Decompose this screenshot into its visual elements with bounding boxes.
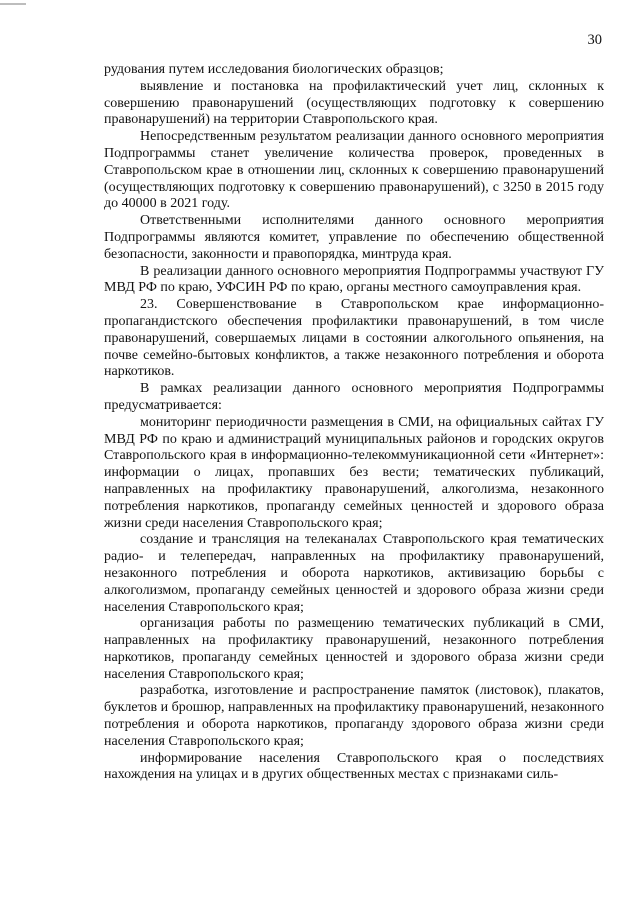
paragraph-tv-broadcasts: создание и трансляция на телеканалах Ставропольского края тематических радио- и телепередач, направленных на профилактику правонарушений, незаконного потребления и оборота наркотиков, активизацию борьбы с алкоголизмом, пропаганду семейных ценностей и здорового образа жизни среди населения Ставропольского края; <box>104 532 604 615</box>
paragraph-registration: выявление и постановка на профилактический учет лиц, склонных к совершению правонарушений (осуществляющих подготовку к совершению правонарушений) на территории Ставропольского края. <box>104 78 604 128</box>
paragraph-participants: В реализации данного основного мероприятия Подпрограммы участвуют ГУ МВД РФ по краю, УФСИН РФ по краю, органы местного самоуправления края. <box>104 263 604 296</box>
paragraph-leaflets: разработка, изготовление и распространение памяток (листовок), плакатов, буклетов и брошюр, направленных на профилактику правонарушений, незаконного потребления и оборота наркотиков, пропаганду здорового образа жизни среди населения Ставропольского края; <box>104 683 604 749</box>
document-body <box>104 62 604 784</box>
paragraph-item-23: 23. Совершенствование в Ставропольском крае информационно-пропагандистского обеспечения профилактики правонарушений, в том числе правонарушений, совершаемых лицами в состоянии алкогольного опьянения, на почве семейно-бытовых конфликтов, а также незаконного потребления и оборота наркотиков. <box>104 297 604 380</box>
paragraph-responsible-executors: Ответственными исполнителями данного основного мероприятия Подпрограммы являются комитет, управление по обеспечению общественной безопасности, законности и правопорядка, минтруда края. <box>104 213 604 262</box>
paragraph-continuation: рудования путем исследования биологических образцов; <box>104 62 444 77</box>
paragraph-provisions-intro: В рамках реализации данного основного мероприятия Подпрограммы предусматривается: <box>104 381 604 413</box>
paragraph-media-monitoring: мониторинг периодичности размещения в СМИ, на официальных сайтах ГУ МВД РФ по краю и администраций муниципальных районов и городских округов Ставропольского края в информационно-телекоммуникационной сети «Интернет»: информации о лицах, пропавших без вести; тематических публикаций, направленных на профилактику правонарушений, алкоголизма, незаконного потребления наркотиков, пропаганду семейных ценностей и здорового образа жизни среди населения Ставропольского края; <box>104 414 604 531</box>
page-number: 30 <box>587 32 602 48</box>
paragraph-public-information: информирование населения Ставропольского края о последствиях нахождения на улицах и в других общественных местах с признаками силь- <box>104 750 604 783</box>
paragraph-expected-result: Непосредственным результатом реализации данного основного мероприятия Подпрограммы станет увеличение количества проверок, проведенных в Ставропольском крае в отношении лиц, склонных к совершению правонарушений (осуществляющих подготовку к совершению правонарушений), с 3250 в 2015 году до 40000 в 2021 году. <box>104 129 604 212</box>
scan-edge-mark <box>0 3 26 5</box>
paragraph-publications: организация работы по размещению тематических публикаций в СМИ, направленных на профилактику правонарушений, незаконного потребления наркотиков, пропаганду семейных ценностей и здорового образа жизни среди населения Ставропольского края; <box>104 616 604 682</box>
